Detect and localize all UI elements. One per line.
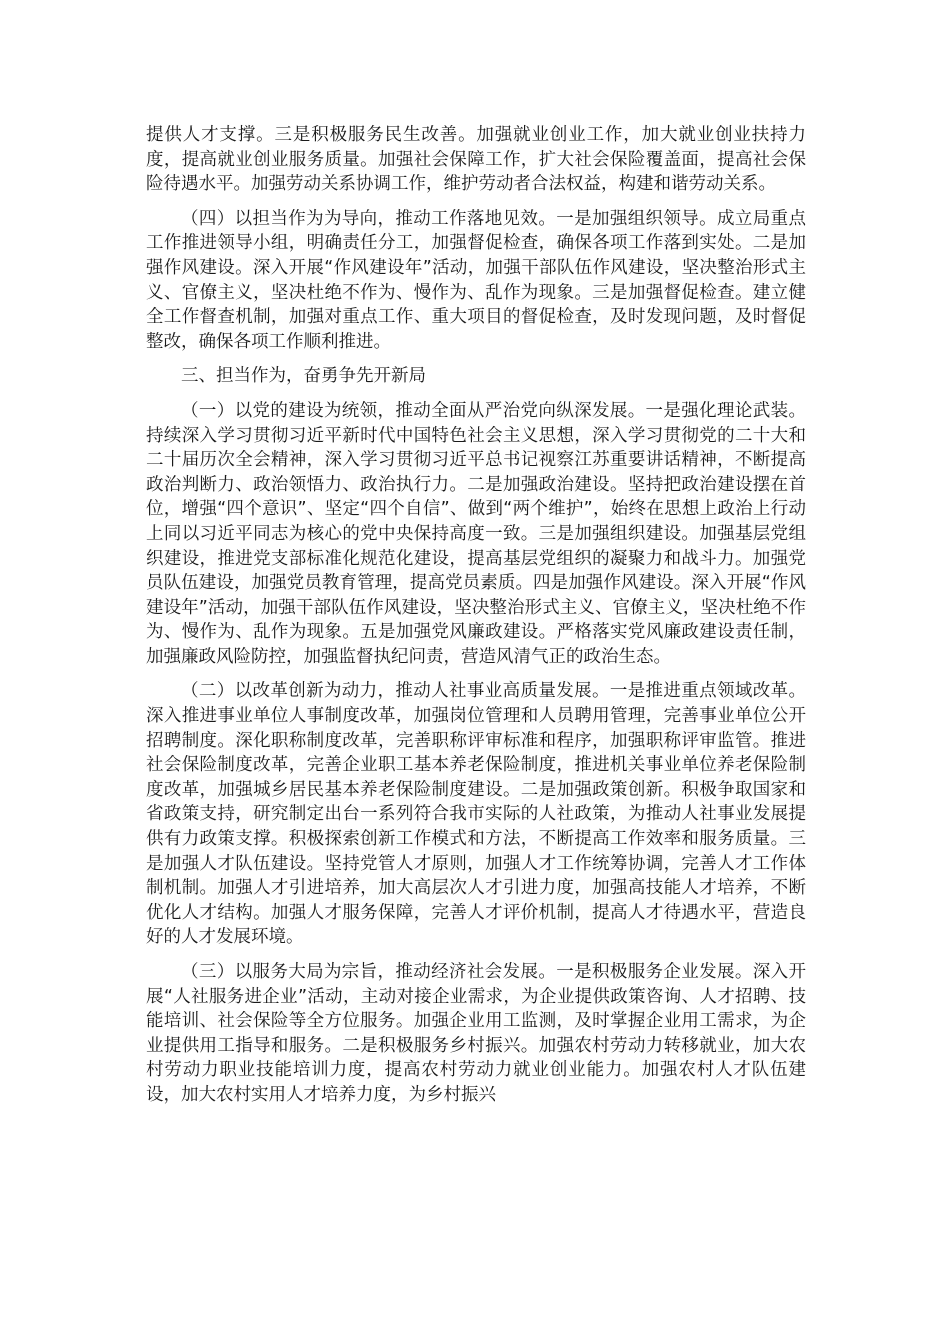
paragraph-serve-overall: （三）以服务大局为宗旨，推动经济社会发展。一是积极服务企业发展。深入开展“人社服务进企业”活动，主动对接企业需求，为企业提供政策咨询、人才招聘、技能培训、社会保险等全方位服务。加强企业用工监测，及时掌握企业用工需求，为企业提供用工指导和服务。二是积极服务乡村振兴。加强农村劳动力转移就业，加大农村劳动力职业技能培训力度，提高农村劳动力就业创业能力。加强农村人才队伍建设，加大农村实用人才培养力度，为乡村振兴 <box>146 962 806 1105</box>
paragraph-party-building: （一）以党的建设为统领，推动全面从严治党向纵深发展。一是强化理论武装。持续深入学习贯彻习近平新时代中国特色社会主义思想，深入学习贯彻党的二十大和二十届历次全会精神，深入学习贯彻习近平总书记视察江苏重要讲话精神，不断提高政治判断力、政治领悟力、政治执行力。二是加强政治建设。坚持把政治建设摆在首位，增强“四个意识”、坚定“四个自信”、做到“两个维护”，始终在思想上政治上行动上同以习近平同志为核心的党中央保持高度一致。三是加强组织建设。加强基层党组织建设，推进党支部标准化规范化建设，提高基层党组织的凝聚力和战斗力。加强党员队伍建设，加强党员教育管理，提高党员素质。四是加强作风建设。深入开展“作风建设年”活动，加强干部队伍作风建设，坚决整治形式主义、官僚主义，坚决杜绝不作为、慢作为、乱作为现象。五是加强党风廉政建设。严格落实党风廉政建设责任制，加强廉政风险防控，加强监督执纪问责，营造风清气正的政治生态。 <box>146 400 806 667</box>
section-heading-three: 三、担当作为，奋勇争先开新局 <box>181 366 426 387</box>
document-body <box>146 123 806 1108</box>
paragraph-continuation: 提供人才支撑。三是积极服务民生改善。加强就业创业工作，加大就业创业扶持力度，提高就业创业服务质量。加强社会保障工作，扩大社会保险覆盖面，提高社会保险待遇水平。加强劳动关系协调工作，维护劳动者合法权益，构建和谐劳动关系。 <box>146 125 806 195</box>
paragraph-reform-innovation: （二）以改革创新为动力，推动人社事业高质量发展。一是推进重点领域改革。深入推进事业单位人事制度改革，加强岗位管理和人员聘用管理，完善事业单位公开招聘制度。深化职称制度改革，完善职称评审标准和程序，加强职称评审监管。推进社会保险制度改革，完善企业职工基本养老保险制度，推进机关事业单位养老保险制度改革，加强城乡居民基本养老保险制度建设。二是加强政策创新。积极争取国家和省政策支持，研究制定出台一系列符合我市实际的人社政策，为推动人社事业发展提供有力政策支撑。积极探索创新工作模式和方法，不断提高工作效率和服务质量。三是加强人才队伍建设。坚持党管人才原则，加强人才工作统筹协调，完善人才工作体制机制。加强人才引进培养，加大高层次人才引进力度，加强高技能人才培养，不断优化人才结构。加强人才服务保障，完善人才评价机制，提高人才待遇水平，营造良好的人才发展环境。 <box>146 681 806 948</box>
paragraph-section-four: （四）以担当作为为导向，推动工作落地见效。一是加强组织领导。成立局重点工作推进领导小组，明确责任分工，加强督促检查，确保各项工作落到实处。二是加强作风建设。深入开展“作风建设年”活动，加强干部队伍作风建设，坚决整治形式主义、官僚主义，坚决杜绝不作为、慢作为、乱作为现象。三是加强督促检查。建立健全工作督查机制，加强对重点工作、重大项目的督促检查，及时发现问题，及时督促整改，确保各项工作顺利推进。 <box>146 208 806 352</box>
